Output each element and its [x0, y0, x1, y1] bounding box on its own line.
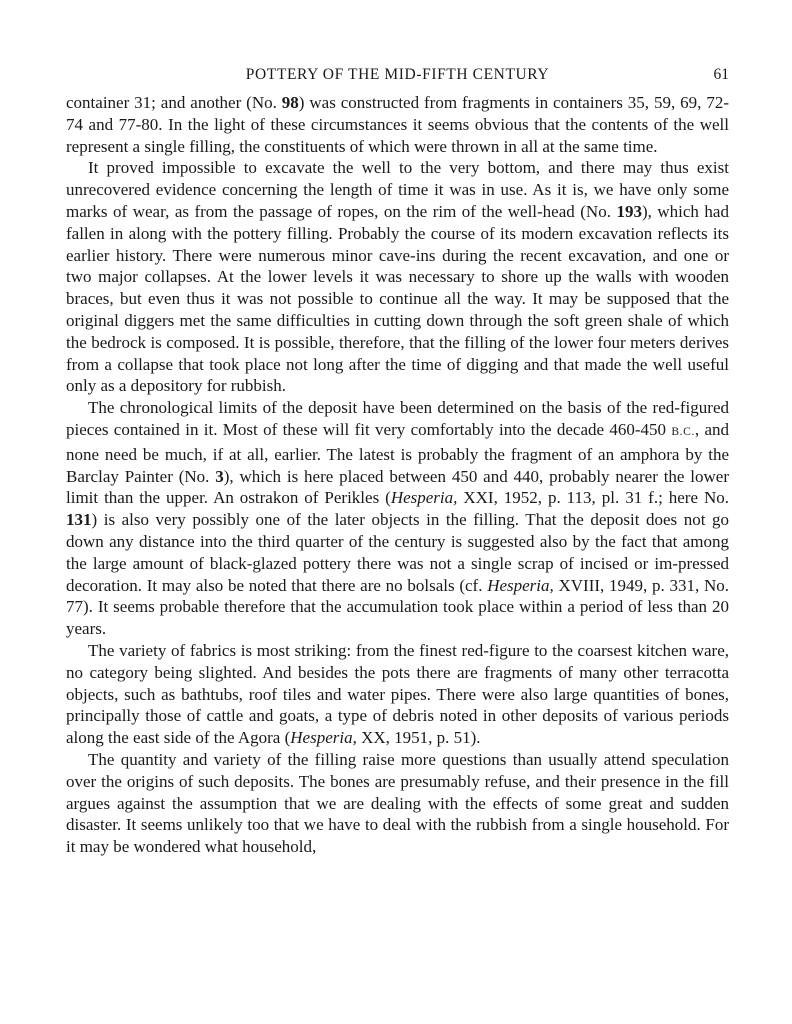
text-bold: 3: [215, 466, 224, 486]
text-run: container 31; and another (No.: [66, 93, 282, 112]
text-run: The quantity and variety of the filling raise more questions than usually attend speculation over the origins of such deposits. The bones are presumably refuse, and their presence in the fill argues against the assumption that we are dealing with the effects of some great and sudden disaster. It seems unlikely too that we have to deal with the rubbish from a single household. For it may be wondered what household,: [66, 749, 729, 857]
body-text: [66, 92, 729, 858]
text-run: The chronological limits of the deposit have been determined on the basis of the red-figured pieces contained in it. Most of these will fit very comfortably into the decade 460-450: [66, 398, 729, 439]
paragraph: [66, 397, 729, 640]
text-run: XX, 1951, p. 51).: [356, 728, 481, 748]
text-bold: 193: [616, 201, 642, 221]
text-italic: Hesperia,: [290, 728, 357, 748]
paragraph: [66, 92, 729, 157]
text-run: XXI, 1952, p. 113, pl. 31 f.; here No.: [457, 488, 729, 508]
text-run: It proved impossible to excavate the well to the very bottom, and there may thus exist unrecovered evidence concerning the length of time it was in use. As it is, we have only some marks of wear, as from the passage of ropes, on the rim of the well-head (No.: [66, 158, 729, 221]
page-header: [66, 62, 729, 92]
paragraph: [66, 157, 729, 397]
text-run: ), which had fallen in along with the pottery filling. Probably the course of its modern excavation reflects its earlier history. There were numerous minor cave-ins during the recent excavation, and one or two major collapses. At the lower levels it was necessary to shore up the walls with wooden braces, but even thus it was not possible to continue all the way. It may be supposed that the original diggers met the same difficulties in cutting down through the soft green shale of which the bedrock is composed. It is possible, therefore, that the filling of the lower four meters derives from a collapse that took place not long after the time of digging and that made the well useful only as a depository for rubbish.: [66, 201, 729, 396]
running-title: POTTERY OF THE MID-FIFTH CENTURY: [245, 66, 550, 83]
page-number: 61: [713, 66, 729, 83]
text-run: , and none need be much, if at all, earlier. The latest is probably the fragment of an amphora by the Barclay Painter (No.: [66, 419, 729, 486]
text-run: ) was constructed from fragments in containers 35, 59, 69, 72-74 and 77-80. In the light of these circumstances it seems obvious that the contents of the well represent a single filling, the constituents of which were thrown in all at the same time.: [66, 93, 729, 156]
text-smallcaps: B.C.: [671, 425, 695, 438]
text-italic: Hesperia,: [487, 575, 554, 595]
text-bold: 98: [281, 93, 299, 112]
text-run: XVIII, 1949, p. 331, No. 77). It seems probable therefore that the accumulation took place within a period of less than 20 years.: [66, 575, 729, 639]
text-italic: Hesperia,: [390, 488, 458, 508]
paragraph: [66, 640, 729, 749]
text-run: ), which is here placed between 450 and 440, probably nearer the lower limit than the upper. An ostrakon of Perikles (: [66, 466, 730, 508]
paragraph: [66, 749, 729, 858]
text-bold: 131: [66, 510, 92, 530]
text-run: ) is also very possibly one of the later objects in the filling. That the deposit does not go down any distance into the third quarter of the century is suggested also by the fact that among the large amount of black-glazed pottery there was not a single scrap of incised or im-pressed decoration. It may also be noted that there are no bolsals (cf.: [66, 510, 729, 595]
document-page: [66, 62, 729, 858]
text-run: The variety of fabrics is most striking: from the finest red-figure to the coarsest kitchen ware, no category being slighted. And besides the pots there are fragments of many other terracotta objects, such as bathtubs, roof tiles and water pipes. There were also large quantities of bones, principally those of cattle and goats, a type of debris noted in other deposits of various periods along the east side of the Agora (: [66, 640, 729, 748]
